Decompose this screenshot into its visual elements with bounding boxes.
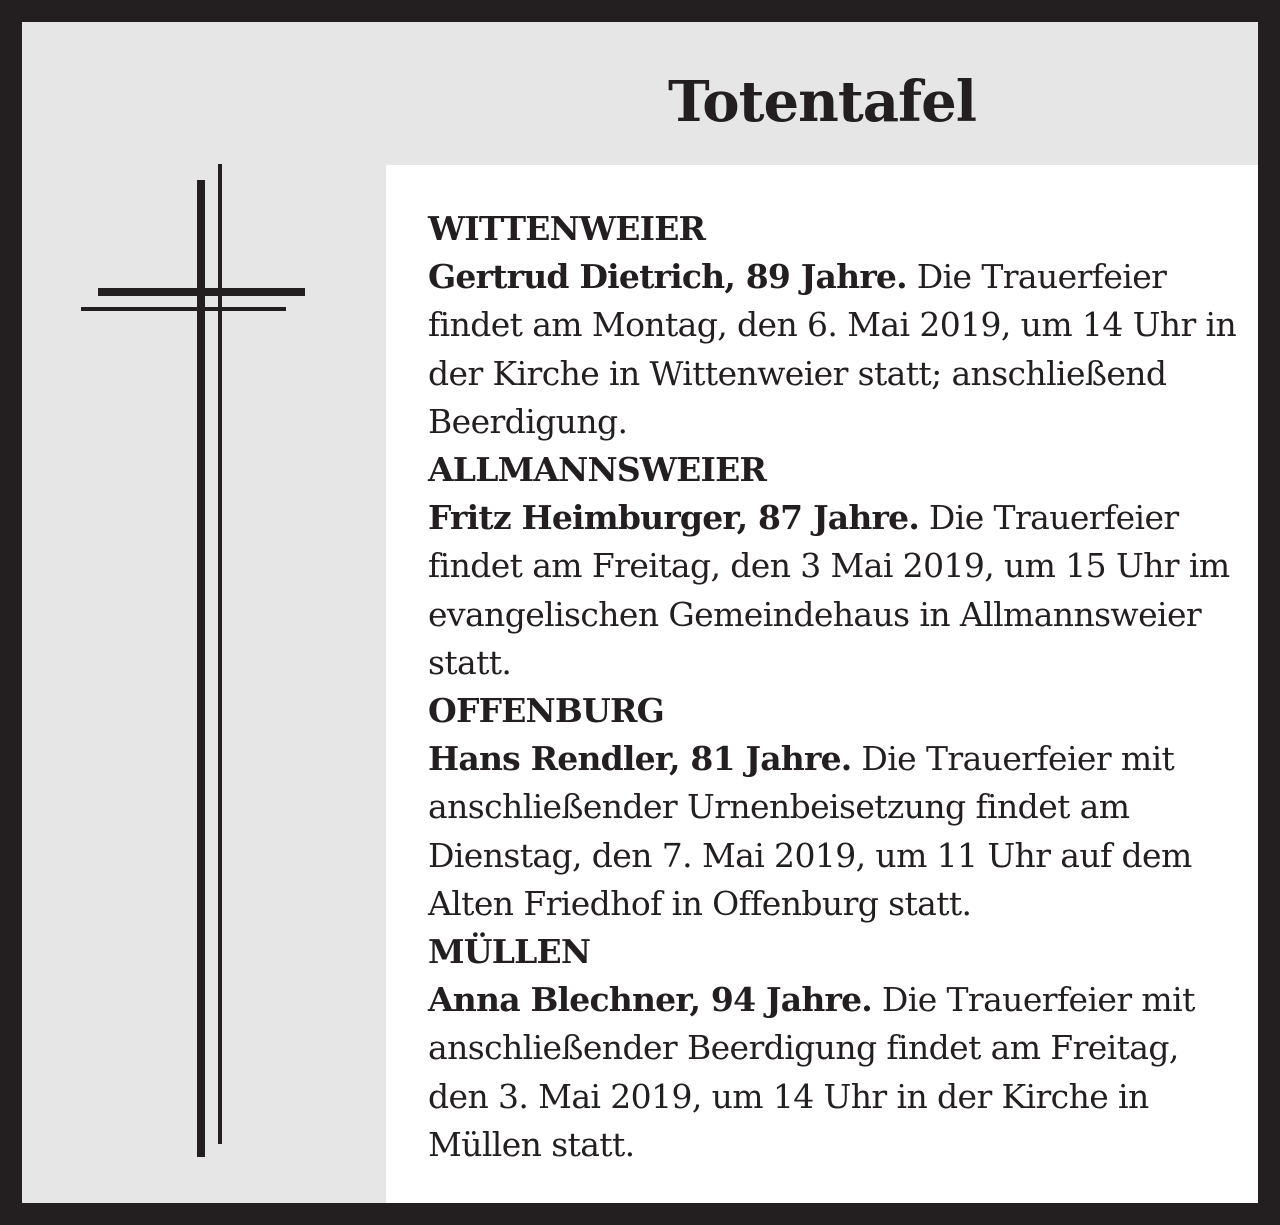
entry-text: Die Trauerfeier findet am Montag, den 6. Mai 2019, um 14 Uhr in der Kirche in Wittenweier statt; anschließend Beerdigung. [428, 257, 1237, 441]
obituary-entry [428, 446, 1238, 687]
obituary-list [428, 205, 1238, 1169]
obituary-entry [428, 205, 1238, 446]
entry-place: ALLMANNSWEIER [428, 450, 767, 490]
entry-name: Fritz Heimburger, 87 Jahre. [428, 498, 920, 538]
entry-name: Hans Rendler, 81 Jahre. [428, 739, 852, 779]
entry-name: Anna Blechner, 94 Jahre. [428, 980, 872, 1020]
cross-horizontal-bar-top [98, 288, 305, 296]
obituary-entry [428, 687, 1238, 928]
cross-horizontal-bar-bottom [81, 307, 286, 311]
entry-place: MÜLLEN [428, 932, 591, 972]
cross-vertical-bar-right [218, 164, 222, 1144]
entry-text: Die Trauerfeier mit anschließender Urnenbeisetzung findet am Dienstag, den 7. Mai 2019, um 11 Uhr auf dem Alten Friedhof in Offenburg statt. [428, 739, 1192, 923]
obituary-panel [386, 165, 1258, 1203]
cross-vertical-bar-left [197, 180, 205, 1157]
entry-text: Die Trauerfeier mit anschließender Beerdigung findet am Freitag, den 3. Mai 2019, um 14 Uhr in der Kirche in Müllen statt. [428, 980, 1195, 1164]
entry-place: OFFENBURG [428, 691, 664, 731]
obituary-entry [428, 928, 1238, 1169]
page-title: Totentafel [668, 69, 976, 135]
entry-place: WITTENWEIER [428, 209, 706, 248]
entry-name: Gertrud Dietrich, 89 Jahre. [428, 257, 907, 297]
entry-text: Die Trauerfeier findet am Freitag, den 3 Mai 2019, um 15 Uhr im evangelischen Gemeindehaus in Allmannsweier statt. [428, 498, 1230, 682]
obituary-frame [22, 22, 1258, 1203]
